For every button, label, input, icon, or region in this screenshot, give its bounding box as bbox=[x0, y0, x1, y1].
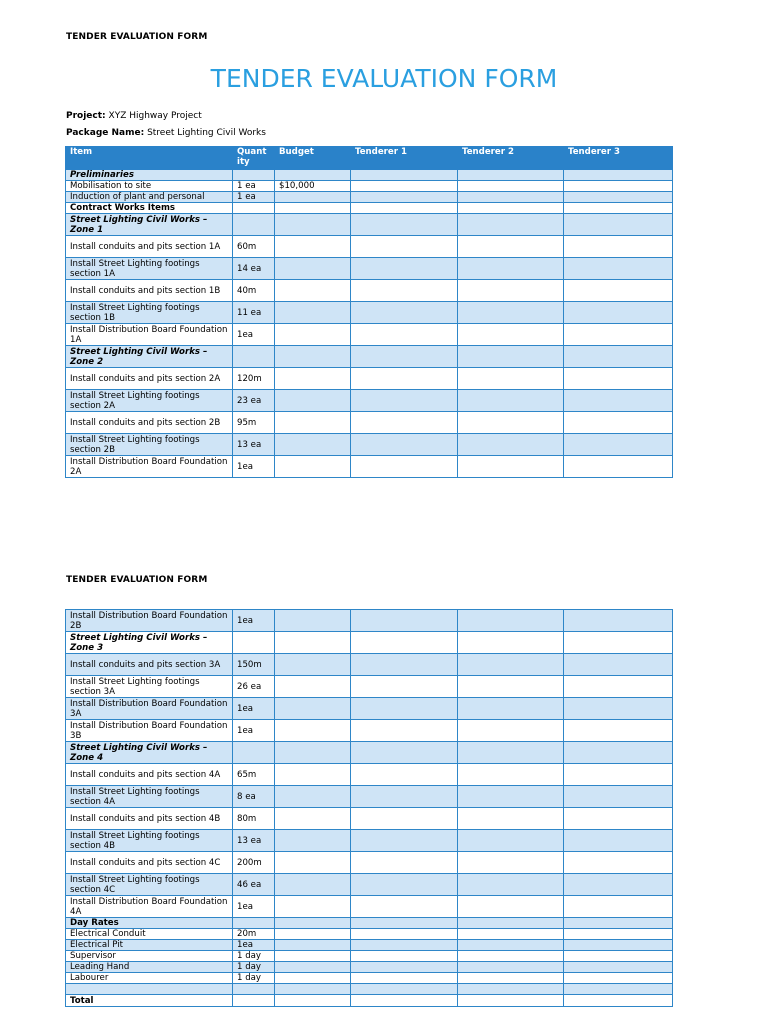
tenderer-1-cell bbox=[351, 610, 458, 632]
tenderer-2-cell bbox=[458, 808, 564, 830]
item-cell: Preliminaries bbox=[66, 170, 233, 181]
tenderer-2-cell bbox=[458, 896, 564, 918]
budget-cell bbox=[275, 786, 351, 808]
item-cell: Street Lighting Civil Works – Zone 3 bbox=[66, 632, 233, 654]
tenderer-3-cell bbox=[564, 764, 673, 786]
tenderer-1-cell bbox=[351, 214, 458, 236]
tenderer-2-cell bbox=[458, 456, 564, 478]
table-row bbox=[66, 742, 673, 764]
tenderer-2-cell bbox=[458, 852, 564, 874]
budget-cell bbox=[275, 203, 351, 214]
item-cell: Street Lighting Civil Works – Zone 2 bbox=[66, 346, 233, 368]
tenderer-2-cell bbox=[458, 192, 564, 203]
tenderer-1-cell bbox=[351, 181, 458, 192]
budget-cell bbox=[275, 632, 351, 654]
quantity-cell bbox=[233, 632, 275, 654]
tenderer-1-cell bbox=[351, 456, 458, 478]
tenderer-3-cell bbox=[564, 742, 673, 764]
tenderer-2-cell bbox=[458, 918, 564, 929]
table-row bbox=[66, 951, 673, 962]
tenderer-2-cell bbox=[458, 203, 564, 214]
quantity-cell bbox=[233, 214, 275, 236]
evaluation-table-page-1 bbox=[65, 146, 673, 478]
tenderer-3-cell bbox=[564, 258, 673, 280]
tenderer-2-cell bbox=[458, 929, 564, 940]
quantity-cell: 1ea bbox=[233, 940, 275, 951]
table-row bbox=[66, 324, 673, 346]
table-row bbox=[66, 984, 673, 995]
tenderer-2-cell bbox=[458, 973, 564, 984]
table-row bbox=[66, 346, 673, 368]
tenderer-2-cell bbox=[458, 786, 564, 808]
quantity-cell: 1 day bbox=[233, 962, 275, 973]
tenderer-2-cell bbox=[458, 236, 564, 258]
tenderer-1-cell bbox=[351, 170, 458, 181]
budget-cell bbox=[275, 929, 351, 940]
budget-cell bbox=[275, 951, 351, 962]
tenderer-3-cell bbox=[564, 456, 673, 478]
tenderer-1-cell bbox=[351, 280, 458, 302]
package-value: Street Lighting Civil Works bbox=[147, 128, 266, 138]
tenderer-2-cell bbox=[458, 324, 564, 346]
package-label: Package Name: bbox=[66, 128, 145, 138]
budget-cell bbox=[275, 192, 351, 203]
quantity-cell: 1ea bbox=[233, 610, 275, 632]
tenderer-1-cell bbox=[351, 995, 458, 1007]
table-row bbox=[66, 654, 673, 676]
tenderer-3-cell bbox=[564, 610, 673, 632]
quantity-cell bbox=[233, 984, 275, 995]
tenderer-3-cell bbox=[564, 632, 673, 654]
table-row bbox=[66, 181, 673, 192]
tenderer-3-cell bbox=[564, 434, 673, 456]
tenderer-1-cell bbox=[351, 973, 458, 984]
item-cell: Install conduits and pits section 1A bbox=[66, 236, 233, 258]
table-row bbox=[66, 808, 673, 830]
tenderer-1-cell bbox=[351, 764, 458, 786]
item-cell: Install Street Lighting footings section 3A bbox=[66, 676, 233, 698]
item-cell: Install conduits and pits section 4B bbox=[66, 808, 233, 830]
tenderer-2-cell bbox=[458, 412, 564, 434]
item-cell: Install Distribution Board Foundation 2A bbox=[66, 456, 233, 478]
package-line bbox=[66, 128, 266, 138]
budget-cell bbox=[275, 280, 351, 302]
tenderer-2-cell bbox=[458, 434, 564, 456]
budget-cell: $10,000 bbox=[275, 181, 351, 192]
quantity-cell: 65m bbox=[233, 764, 275, 786]
col-header-tenderer-2: Tenderer 2 bbox=[458, 147, 564, 170]
budget-cell bbox=[275, 940, 351, 951]
tenderer-3-cell bbox=[564, 302, 673, 324]
item-cell: Install Street Lighting footings section 1A bbox=[66, 258, 233, 280]
tenderer-2-cell bbox=[458, 676, 564, 698]
quantity-cell: 11 ea bbox=[233, 302, 275, 324]
tenderer-3-cell bbox=[564, 280, 673, 302]
table-row bbox=[66, 676, 673, 698]
tenderer-1-cell bbox=[351, 984, 458, 995]
item-cell: Leading Hand bbox=[66, 962, 233, 973]
quantity-cell: 8 ea bbox=[233, 786, 275, 808]
item-cell: Total bbox=[66, 995, 233, 1007]
quantity-cell bbox=[233, 742, 275, 764]
tenderer-1-cell bbox=[351, 918, 458, 929]
tenderer-1-cell bbox=[351, 962, 458, 973]
table-row bbox=[66, 896, 673, 918]
tenderer-1-cell bbox=[351, 434, 458, 456]
tenderer-2-cell bbox=[458, 368, 564, 390]
tenderer-2-cell bbox=[458, 940, 564, 951]
budget-cell bbox=[275, 390, 351, 412]
table-row bbox=[66, 995, 673, 1007]
quantity-cell: 200m bbox=[233, 852, 275, 874]
tenderer-2-cell bbox=[458, 874, 564, 896]
table-row bbox=[66, 192, 673, 203]
tenderer-2-cell bbox=[458, 302, 564, 324]
tenderer-2-cell bbox=[458, 258, 564, 280]
item-cell: Contract Works Items bbox=[66, 203, 233, 214]
quantity-cell bbox=[233, 203, 275, 214]
table-row bbox=[66, 632, 673, 654]
table-row bbox=[66, 764, 673, 786]
budget-cell bbox=[275, 995, 351, 1007]
item-cell: Install Distribution Board Foundation 2B bbox=[66, 610, 233, 632]
tenderer-1-cell bbox=[351, 302, 458, 324]
budget-cell bbox=[275, 346, 351, 368]
item-cell: Street Lighting Civil Works – Zone 1 bbox=[66, 214, 233, 236]
tenderer-1-cell bbox=[351, 929, 458, 940]
budget-cell bbox=[275, 852, 351, 874]
col-header-tenderer-1: Tenderer 1 bbox=[351, 147, 458, 170]
tenderer-3-cell bbox=[564, 940, 673, 951]
tenderer-1-cell bbox=[351, 786, 458, 808]
tenderer-2-cell bbox=[458, 170, 564, 181]
tenderer-3-cell bbox=[564, 346, 673, 368]
tenderer-3-cell bbox=[564, 808, 673, 830]
tenderer-3-cell bbox=[564, 181, 673, 192]
table-row bbox=[66, 456, 673, 478]
tenderer-2-cell bbox=[458, 610, 564, 632]
page-title: TENDER EVALUATION FORM bbox=[210, 64, 558, 93]
quantity-cell: 95m bbox=[233, 412, 275, 434]
tenderer-3-cell bbox=[564, 654, 673, 676]
tenderer-3-cell bbox=[564, 929, 673, 940]
quantity-cell: 60m bbox=[233, 236, 275, 258]
budget-cell bbox=[275, 214, 351, 236]
quantity-cell: 1 day bbox=[233, 973, 275, 984]
budget-cell bbox=[275, 808, 351, 830]
budget-cell bbox=[275, 170, 351, 181]
tenderer-2-cell bbox=[458, 632, 564, 654]
tenderer-3-cell bbox=[564, 192, 673, 203]
budget-cell bbox=[275, 324, 351, 346]
tenderer-1-cell bbox=[351, 874, 458, 896]
table-row bbox=[66, 962, 673, 973]
budget-cell bbox=[275, 830, 351, 852]
tenderer-3-cell bbox=[564, 951, 673, 962]
table-row bbox=[66, 973, 673, 984]
quantity-cell: 40m bbox=[233, 280, 275, 302]
quantity-cell: 120m bbox=[233, 368, 275, 390]
tenderer-1-cell bbox=[351, 632, 458, 654]
item-cell: Supervisor bbox=[66, 951, 233, 962]
table-row bbox=[66, 698, 673, 720]
budget-cell bbox=[275, 654, 351, 676]
item-cell: Install Street Lighting footings section 4A bbox=[66, 786, 233, 808]
tenderer-1-cell bbox=[351, 830, 458, 852]
col-header-tenderer-3: Tenderer 3 bbox=[564, 147, 673, 170]
tenderer-2-cell bbox=[458, 720, 564, 742]
tenderer-2-cell bbox=[458, 390, 564, 412]
project-label: Project: bbox=[66, 111, 106, 121]
item-cell: Install conduits and pits section 4A bbox=[66, 764, 233, 786]
tenderer-1-cell bbox=[351, 808, 458, 830]
tenderer-1-cell bbox=[351, 742, 458, 764]
table-row bbox=[66, 786, 673, 808]
table-row bbox=[66, 412, 673, 434]
tenderer-3-cell bbox=[564, 324, 673, 346]
budget-cell bbox=[275, 412, 351, 434]
tenderer-1-cell bbox=[351, 951, 458, 962]
tenderer-3-cell bbox=[564, 995, 673, 1007]
item-cell: Install conduits and pits section 1B bbox=[66, 280, 233, 302]
table-row bbox=[66, 918, 673, 929]
quantity-cell: 26 ea bbox=[233, 676, 275, 698]
budget-cell bbox=[275, 874, 351, 896]
tenderer-1-cell bbox=[351, 896, 458, 918]
tenderer-3-cell bbox=[564, 786, 673, 808]
table-row bbox=[66, 390, 673, 412]
quantity-cell: 23 ea bbox=[233, 390, 275, 412]
table-row bbox=[66, 368, 673, 390]
quantity-cell: 1ea bbox=[233, 698, 275, 720]
table-row bbox=[66, 258, 673, 280]
tenderer-3-cell bbox=[564, 852, 673, 874]
table-row bbox=[66, 214, 673, 236]
col-header-item: Item bbox=[66, 147, 233, 170]
tenderer-1-cell bbox=[351, 324, 458, 346]
table-row bbox=[66, 874, 673, 896]
budget-cell bbox=[275, 676, 351, 698]
item-cell: Install Street Lighting footings section 4B bbox=[66, 830, 233, 852]
budget-cell bbox=[275, 456, 351, 478]
tenderer-3-cell bbox=[564, 918, 673, 929]
quantity-cell: 13 ea bbox=[233, 830, 275, 852]
quantity-cell: 14 ea bbox=[233, 258, 275, 280]
tenderer-1-cell bbox=[351, 698, 458, 720]
table-row bbox=[66, 610, 673, 632]
quantity-cell: 1ea bbox=[233, 456, 275, 478]
table-row bbox=[66, 280, 673, 302]
budget-cell bbox=[275, 896, 351, 918]
table-row bbox=[66, 302, 673, 324]
tenderer-1-cell bbox=[351, 412, 458, 434]
quantity-cell: 46 ea bbox=[233, 874, 275, 896]
tenderer-1-cell bbox=[351, 258, 458, 280]
item-cell: Install Street Lighting footings section 2A bbox=[66, 390, 233, 412]
tenderer-3-cell bbox=[564, 368, 673, 390]
table-row bbox=[66, 203, 673, 214]
budget-cell bbox=[275, 962, 351, 973]
tenderer-3-cell bbox=[564, 390, 673, 412]
budget-cell bbox=[275, 973, 351, 984]
tenderer-2-cell bbox=[458, 654, 564, 676]
item-cell: Labourer bbox=[66, 973, 233, 984]
tenderer-1-cell bbox=[351, 203, 458, 214]
quantity-cell: 1ea bbox=[233, 896, 275, 918]
quantity-cell: 80m bbox=[233, 808, 275, 830]
item-cell: Induction of plant and personal bbox=[66, 192, 233, 203]
budget-cell bbox=[275, 610, 351, 632]
budget-cell bbox=[275, 720, 351, 742]
tenderer-3-cell bbox=[564, 720, 673, 742]
tenderer-3-cell bbox=[564, 830, 673, 852]
tenderer-3-cell bbox=[564, 214, 673, 236]
project-value: XYZ Highway Project bbox=[108, 111, 202, 121]
tenderer-3-cell bbox=[564, 896, 673, 918]
tenderer-1-cell bbox=[351, 676, 458, 698]
budget-cell bbox=[275, 236, 351, 258]
table-row bbox=[66, 929, 673, 940]
table-row bbox=[66, 170, 673, 181]
tenderer-3-cell bbox=[564, 170, 673, 181]
item-cell: Install Distribution Board Foundation 3A bbox=[66, 698, 233, 720]
item-cell: Install conduits and pits section 4C bbox=[66, 852, 233, 874]
quantity-cell: 13 ea bbox=[233, 434, 275, 456]
quantity-cell: 1 day bbox=[233, 951, 275, 962]
budget-cell bbox=[275, 698, 351, 720]
tenderer-1-cell bbox=[351, 940, 458, 951]
tenderer-1-cell bbox=[351, 390, 458, 412]
tenderer-1-cell bbox=[351, 192, 458, 203]
table-row bbox=[66, 830, 673, 852]
table-row bbox=[66, 236, 673, 258]
item-cell: Install Street Lighting footings section 4C bbox=[66, 874, 233, 896]
tenderer-2-cell bbox=[458, 346, 564, 368]
page-header-2: TENDER EVALUATION FORM bbox=[66, 575, 208, 585]
quantity-cell: 1 ea bbox=[233, 192, 275, 203]
item-cell bbox=[66, 984, 233, 995]
budget-cell bbox=[275, 258, 351, 280]
item-cell: Install conduits and pits section 2B bbox=[66, 412, 233, 434]
tenderer-1-cell bbox=[351, 654, 458, 676]
item-cell: Mobilisation to site bbox=[66, 181, 233, 192]
col-header-quantity: Quant ity bbox=[233, 147, 275, 170]
tenderer-1-cell bbox=[351, 720, 458, 742]
item-cell: Electrical Pit bbox=[66, 940, 233, 951]
quantity-cell bbox=[233, 170, 275, 181]
tenderer-2-cell bbox=[458, 214, 564, 236]
budget-cell bbox=[275, 368, 351, 390]
tenderer-2-cell bbox=[458, 951, 564, 962]
table-row bbox=[66, 434, 673, 456]
tenderer-2-cell bbox=[458, 764, 564, 786]
tenderer-3-cell bbox=[564, 236, 673, 258]
quantity-cell: 1ea bbox=[233, 720, 275, 742]
tenderer-3-cell bbox=[564, 203, 673, 214]
tenderer-1-cell bbox=[351, 236, 458, 258]
table-row bbox=[66, 852, 673, 874]
tenderer-3-cell bbox=[564, 962, 673, 973]
page-header-1: TENDER EVALUATION FORM bbox=[66, 32, 208, 42]
tenderer-2-cell bbox=[458, 280, 564, 302]
item-cell: Install Street Lighting footings section 1B bbox=[66, 302, 233, 324]
tenderer-3-cell bbox=[564, 984, 673, 995]
tenderer-1-cell bbox=[351, 368, 458, 390]
tenderer-3-cell bbox=[564, 412, 673, 434]
item-cell: Install Street Lighting footings section 2B bbox=[66, 434, 233, 456]
item-cell: Day Rates bbox=[66, 918, 233, 929]
item-cell: Install Distribution Board Foundation 1A bbox=[66, 324, 233, 346]
tenderer-3-cell bbox=[564, 874, 673, 896]
tenderer-1-cell bbox=[351, 852, 458, 874]
budget-cell bbox=[275, 434, 351, 456]
col-header-budget: Budget bbox=[275, 147, 351, 170]
item-cell: Install Distribution Board Foundation 4A bbox=[66, 896, 233, 918]
item-cell: Install conduits and pits section 3A bbox=[66, 654, 233, 676]
tenderer-2-cell bbox=[458, 742, 564, 764]
item-cell: Install Distribution Board Foundation 3B bbox=[66, 720, 233, 742]
quantity-cell bbox=[233, 346, 275, 368]
tenderer-3-cell bbox=[564, 698, 673, 720]
tenderer-2-cell bbox=[458, 181, 564, 192]
tenderer-1-cell bbox=[351, 346, 458, 368]
budget-cell bbox=[275, 984, 351, 995]
tenderer-3-cell bbox=[564, 973, 673, 984]
budget-cell bbox=[275, 918, 351, 929]
item-cell: Street Lighting Civil Works – Zone 4 bbox=[66, 742, 233, 764]
quantity-cell bbox=[233, 995, 275, 1007]
evaluation-table-page-2 bbox=[65, 609, 673, 1007]
item-cell: Electrical Conduit bbox=[66, 929, 233, 940]
tenderer-2-cell bbox=[458, 995, 564, 1007]
budget-cell bbox=[275, 742, 351, 764]
tenderer-3-cell bbox=[564, 676, 673, 698]
quantity-cell: 1 ea bbox=[233, 181, 275, 192]
quantity-cell: 20m bbox=[233, 929, 275, 940]
quantity-cell bbox=[233, 918, 275, 929]
quantity-cell: 1ea bbox=[233, 324, 275, 346]
budget-cell bbox=[275, 764, 351, 786]
budget-cell bbox=[275, 302, 351, 324]
table-row bbox=[66, 940, 673, 951]
tenderer-2-cell bbox=[458, 984, 564, 995]
quantity-cell: 150m bbox=[233, 654, 275, 676]
table-header-row bbox=[66, 147, 673, 170]
tenderer-2-cell bbox=[458, 698, 564, 720]
item-cell: Install conduits and pits section 2A bbox=[66, 368, 233, 390]
tenderer-2-cell bbox=[458, 962, 564, 973]
tenderer-2-cell bbox=[458, 830, 564, 852]
table-row bbox=[66, 720, 673, 742]
project-line bbox=[66, 111, 202, 121]
